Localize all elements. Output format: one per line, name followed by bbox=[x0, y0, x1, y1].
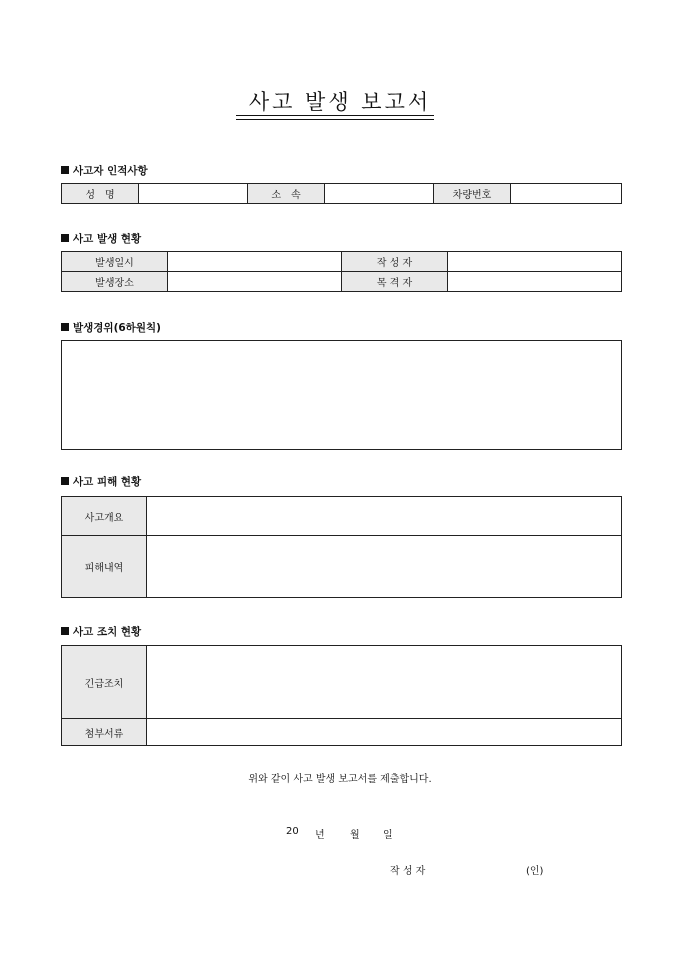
table-row bbox=[62, 184, 622, 204]
datetime-label: 발생일시 bbox=[62, 252, 168, 272]
table-row bbox=[62, 719, 622, 746]
date-month-unit: 월 bbox=[350, 830, 360, 841]
witness-label: 목 격 자 bbox=[342, 272, 448, 292]
section-heading-occurrence: 사고 발생 현황 bbox=[61, 231, 141, 246]
attachment-field[interactable] bbox=[147, 719, 622, 746]
bullet-square-icon bbox=[61, 234, 69, 242]
title-underline-top bbox=[236, 115, 434, 116]
table-row bbox=[62, 497, 622, 536]
affiliation-field[interactable] bbox=[325, 184, 434, 204]
writer-field[interactable] bbox=[448, 252, 622, 272]
bullet-square-icon bbox=[61, 323, 69, 331]
date-day-unit: 일 bbox=[383, 830, 393, 841]
emergency-action-field[interactable] bbox=[147, 646, 622, 719]
footer-writer-label: 작 성 자 bbox=[390, 866, 426, 877]
vehicle-number-label: 차량번호 bbox=[434, 184, 511, 204]
action-table bbox=[61, 645, 622, 746]
bullet-square-icon bbox=[61, 627, 69, 635]
summary-label: 사고개요 bbox=[62, 497, 147, 536]
date-year-prefix: 20 bbox=[286, 826, 299, 837]
bullet-square-icon bbox=[61, 166, 69, 174]
table-row bbox=[62, 272, 622, 292]
occurrence-table bbox=[61, 251, 622, 292]
damage-table bbox=[61, 496, 622, 598]
witness-field[interactable] bbox=[448, 272, 622, 292]
title-underline-bottom bbox=[236, 119, 434, 120]
affiliation-label: 소 속 bbox=[248, 184, 325, 204]
seal-mark: (인) bbox=[526, 866, 544, 877]
section-heading-personal: 사고자 인적사항 bbox=[61, 163, 148, 178]
bullet-square-icon bbox=[61, 477, 69, 485]
damage-details-field[interactable] bbox=[147, 536, 622, 598]
summary-field[interactable] bbox=[147, 497, 622, 536]
table-row bbox=[62, 252, 622, 272]
submission-statement: 위와 같이 사고 발생 보고서를 제출합니다. bbox=[248, 774, 432, 785]
emergency-action-label: 긴급조치 bbox=[62, 646, 147, 719]
name-label: 성 명 bbox=[62, 184, 139, 204]
table-row bbox=[62, 536, 622, 598]
date-year-unit: 년 bbox=[315, 830, 325, 841]
progress-textarea[interactable] bbox=[61, 340, 622, 450]
section-heading-action: 사고 조치 현황 bbox=[61, 624, 141, 639]
personal-info-table bbox=[61, 183, 622, 204]
table-row bbox=[62, 646, 622, 719]
attachment-label: 첨부서류 bbox=[62, 719, 147, 746]
datetime-field[interactable] bbox=[168, 252, 342, 272]
section-heading-progress: 발생경위(6하원칙) bbox=[61, 320, 161, 335]
vehicle-number-field[interactable] bbox=[511, 184, 622, 204]
place-field[interactable] bbox=[168, 272, 342, 292]
place-label: 발생장소 bbox=[62, 272, 168, 292]
section-heading-damage: 사고 피해 현황 bbox=[61, 474, 141, 489]
document-title: 사고 발생 보고서 bbox=[248, 90, 432, 114]
damage-details-label: 피해내역 bbox=[62, 536, 147, 598]
writer-label: 작 성 자 bbox=[342, 252, 448, 272]
name-field[interactable] bbox=[139, 184, 248, 204]
